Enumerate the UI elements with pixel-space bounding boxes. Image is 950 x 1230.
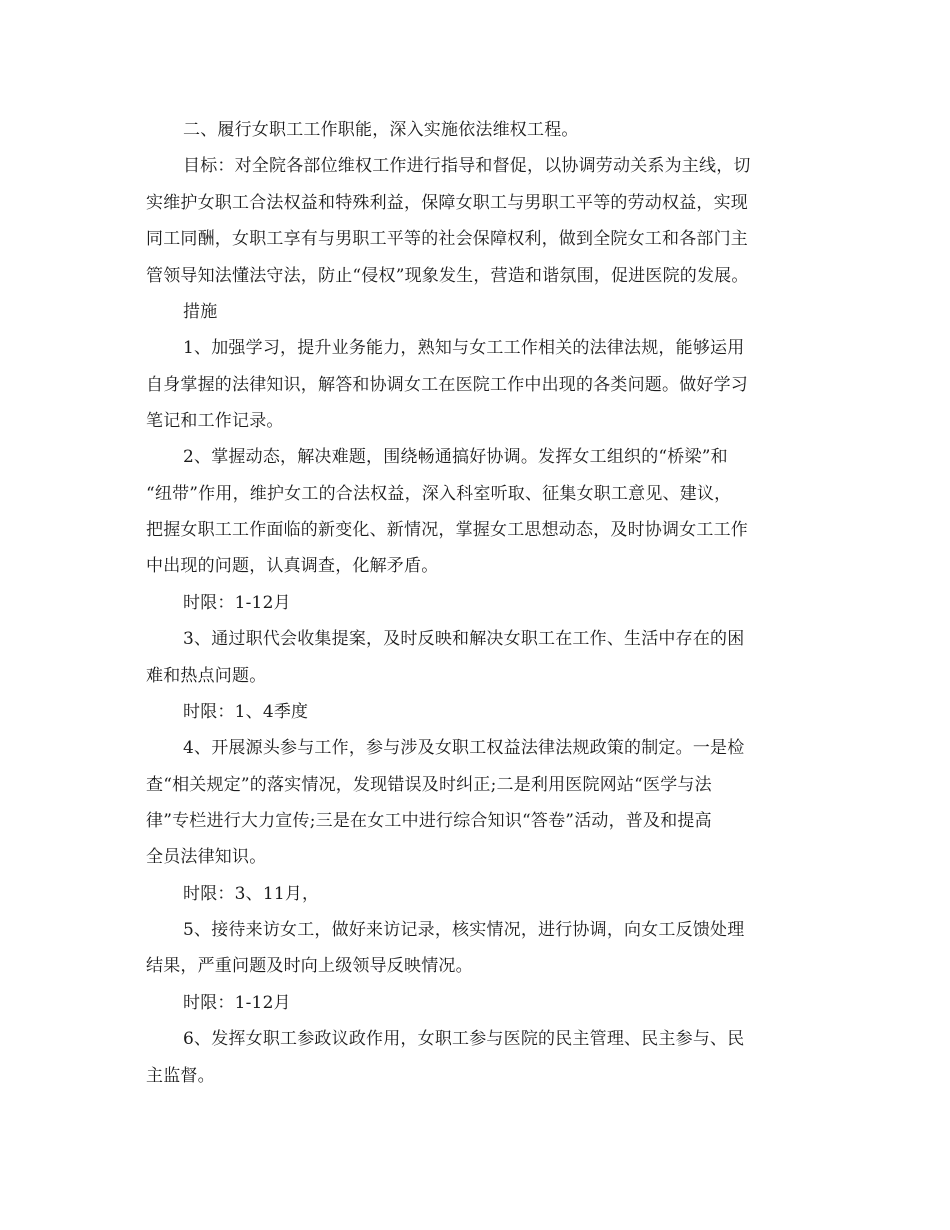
goal-paragraph-line: 同工同酬，女职工享有与男职工平等的社会保障权利，做到全院女工和各部门主 <box>146 229 748 249</box>
goal-paragraph-line: 目标：对全院各部位维权工作进行指导和督促，以协调劳动关系为主线，切 <box>183 156 751 176</box>
measure-5-line: 5、接待来访女工，做好来访记录，核实情况，进行协调，向女工反馈处理 <box>183 920 745 940</box>
measure-2-line: 中出现的问题，认真调查，化解矛盾。 <box>146 556 439 576</box>
measure-4-line: 律”专栏进行大力宣传;三是在女工中进行综合知识“答卷”活动，普及和提高 <box>146 811 712 831</box>
measure-3-line: 难和热点问题。 <box>146 666 267 686</box>
measure-1-line: 自身掌握的法律知识，解答和协调女工在医院工作中出现的各类问题。做好学习 <box>146 375 748 395</box>
goal-paragraph-line: 管领导知法懂法守法，防止“侵权”现象发生，营造和谐氛围，促进医院的发展。 <box>146 266 749 286</box>
measure-2-line: 把握女职工工作面临的新变化、新情况，掌握女工思想动态，及时协调女工工作 <box>146 520 748 540</box>
measure-1-line: 1、加强学习，提升业务能力，熟知与女工工作相关的法律法规，能够运用 <box>183 338 745 358</box>
measure-5-line: 结果，严重问题及时向上级领导反映情况。 <box>146 956 473 976</box>
time-limit: 时限：1、4季度 <box>183 702 309 722</box>
section-heading: 二、履行女职工工作职能，深入实施依法维权工程。 <box>183 120 579 140</box>
measure-1-line: 笔记和工作记录。 <box>146 411 284 431</box>
measures-heading: 措施 <box>183 302 218 322</box>
measure-3-line: 3、通过职代会收集提案，及时反映和解决女职工在工作、生活中存在的困 <box>183 629 745 649</box>
time-limit: 时限：1-12月 <box>183 993 291 1013</box>
goal-paragraph-line: 实维护女职工合法权益和特殊利益，保障女职工与男职工平等的劳动权益，实现 <box>146 193 748 213</box>
time-limit: 时限：1-12月 <box>183 593 291 613</box>
measure-6-line: 主监督。 <box>146 1066 215 1086</box>
time-limit: 时限：3、11月， <box>183 884 320 904</box>
measure-4-line: 查“相关规定”的落实情况，发现错误及时纠正;二是利用医院网站“医学与法 <box>146 775 712 795</box>
measure-4-line: 全员法律知识。 <box>146 847 267 867</box>
measure-2-line: 2、掌握动态，解决难题，围绕畅通搞好协调。发挥女工组织的“桥梁”和 <box>183 447 728 467</box>
measure-2-line: “纽带”作用，维护女工的合法权益，深入科室听取、征集女职工意见、建议， <box>146 484 732 504</box>
measure-6-line: 6、发挥女职工参政议政作用，女职工参与医院的民主管理、民主参与、民 <box>183 1029 745 1049</box>
measure-4-line: 4、开展源头参与工作，参与涉及女职工权益法律法规政策的制定。一是检 <box>183 738 745 758</box>
